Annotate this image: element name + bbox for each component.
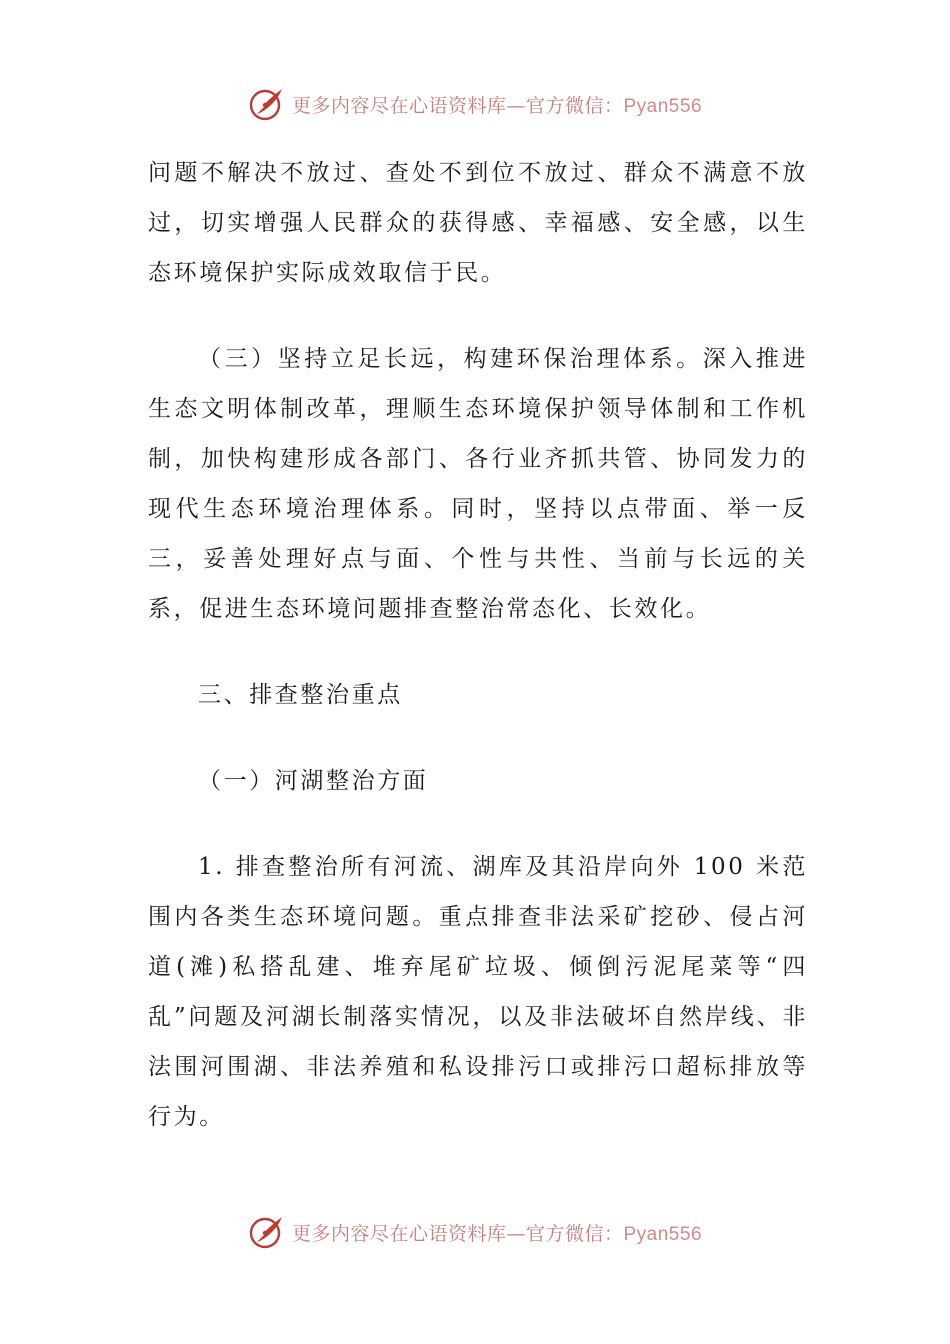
document-body (148, 148, 808, 1142)
paragraph-continuation: 问题不解决不放过、查处不到位不放过、群众不满意不放过，切实增强人民群众的获得感、幸福感、安全感，以生态环境保护实际成效取信于民。 (148, 160, 808, 286)
quill-pen-icon (248, 86, 286, 122)
quill-pen-icon (248, 1214, 286, 1250)
footer-banner (0, 1212, 950, 1252)
banner-main-text: 更多内容尽在心语资料库—官方微信： (291, 1222, 624, 1245)
banner-main-text: 更多内容尽在心语资料库—官方微信： (291, 94, 624, 117)
heading-key-points: 三、排查整治重点 (198, 682, 403, 708)
subheading-river-lake: （一）河湖整治方面 (198, 768, 429, 794)
banner-text (292, 91, 702, 118)
banner-wechat-id: Pyan556 (623, 95, 703, 117)
paragraph-item-one: 1. 排查整治所有河流、湖库及其沿岸向外 100 米范围内各类生态环境问题。重点排查非法采矿挖砂、侵占河道(滩)私搭乱建、堆弃尾矿垃圾、倾倒污泥尾菜等“四乱”问题及河湖长制落实情况，以及非法破坏自然岸线、非法围河围湖、非法养殖和私设排污口或排污口超标排放等行为。 (148, 854, 808, 1130)
banner-wechat-id: Pyan556 (623, 1223, 703, 1245)
paragraph-section-three: （三）坚持立足长远，构建环保治理体系。深入推进生态文明体制改革，理顺生态环境保护领导体制和工作机制，加快构建形成各部门、各行业齐抓共管、协同发力的现代生态环境治理体系。同时，坚持以点带面、举一反三，妥善处理好点与面、个性与共性、当前与长远的关系，促进生态环境问题排查整治常态化、长效化。 (148, 346, 808, 622)
header-banner (0, 84, 950, 124)
banner-text (292, 1219, 702, 1246)
